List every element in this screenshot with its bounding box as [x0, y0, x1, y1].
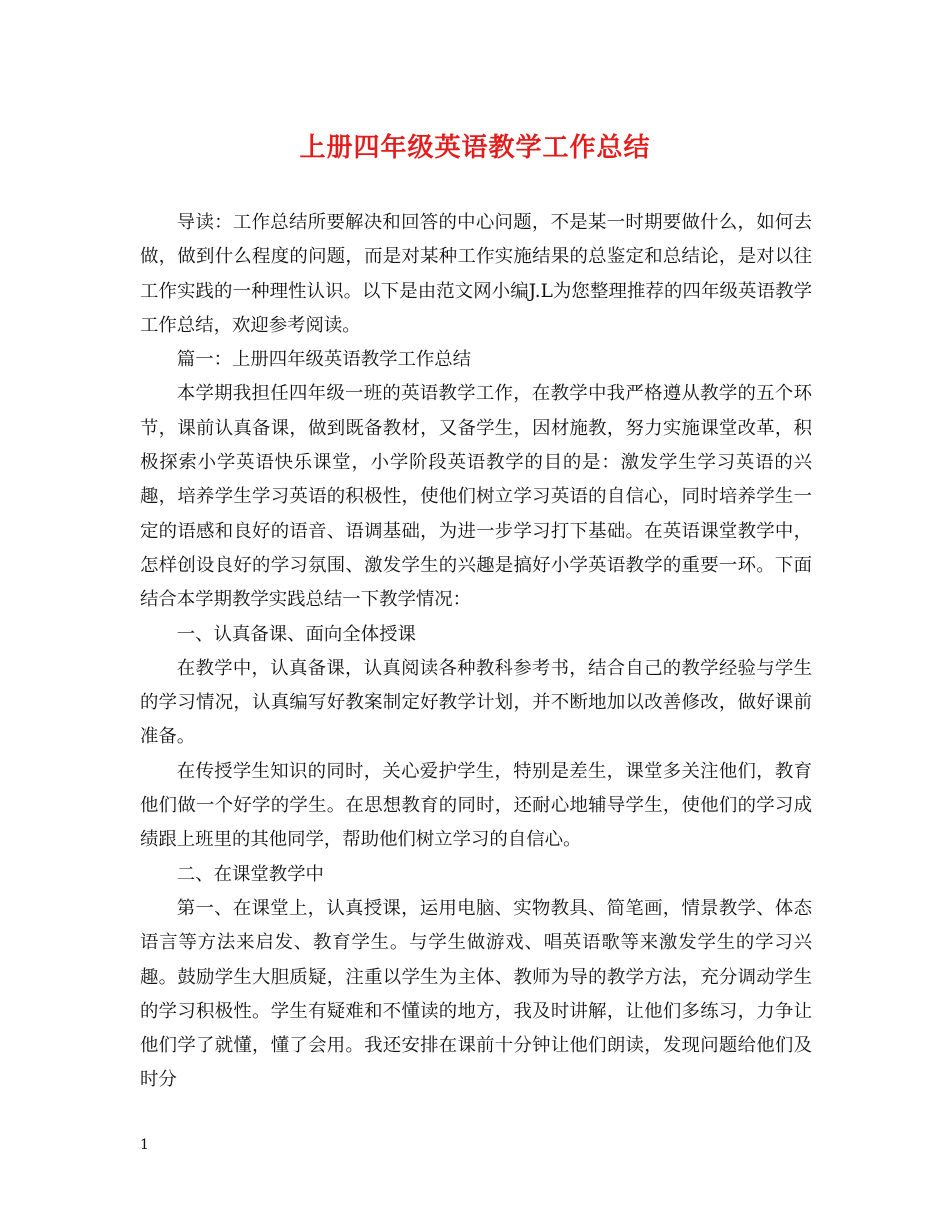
paragraph-overview: 本学期我担任四年级一班的英语教学工作，在教学中我严格遵从教学的五个环节，课前认真备课，做到既备教材，又备学生，因材施教，努力实施课堂改革，积极探索小学英语快乐课堂，小学阶段英语教学的目的是：激发学生学习英语的兴趣，培养学生学习英语的积极性，使他们树立学习英语的自信心，同时培养学生一定的语感和良好的语音、语调基础，为进一步学习打下基础。在英语课堂教学中，怎样创设良好的学习氛围、激发学生的兴趣是搞好小学英语教学的重要一环。下面结合本学期教学实践总结一下教学情况： [140, 383, 812, 611]
paragraph-part-heading: 篇一：上册四年级英语教学工作总结 [176, 349, 472, 371]
page-number: 1 [140, 1137, 149, 1153]
paragraph-classroom: 第一、在课堂上，认真授课，运用电脑、实物教具、简笔画，情景教学、体态语言等方法来启发、教育学生。与学生做游戏、唱英语歌等来激发学生的学习兴趣。鼓励学生大胆质疑，注重以学生为主体、教师为导的教学方法，充分调动学生的学习积极性。学生有疑难和不懂读的地方，我及时讲解，让他们多练习，力争让他们学了就懂，懂了会用。我还安排在课前十分钟让他们朗读，发现问题给他们及时分 [140, 897, 812, 1091]
section-heading-1: 一、认真备课、面向全体授课 [176, 623, 416, 645]
paragraph-intro: 导读：工作总结所要解决和回答的中心问题，不是某一时期要做什么，如何去做，做到什么程度的问题，而是对某种工作实施结果的总鉴定和总结论，是对以往工作实践的一种理性认识。以下是由范文网小编J.L为您整理推荐的四年级英语教学工作总结，欢迎参考阅读。 [140, 212, 812, 336]
paragraph-care: 在传授学生知识的同时，关心爱护学生，特别是差生，课堂多关注他们，教育他们做一个好学的学生。在思想教育的同时，还耐心地辅导学生，使他们的学习成绩跟上班里的其他同学，帮助他们树立学习的自信心。 [140, 760, 812, 851]
paragraph-preparation: 在教学中，认真备课，认真阅读各种教科参考书，结合自己的教学经验与学生的学习情况，认真编写好教案制定好教学计划，并不断地加以改善修改，做好课前准备。 [140, 657, 812, 748]
section-heading-2: 二、在课堂教学中 [176, 863, 324, 885]
document-title: 上册四年级英语教学工作总结 [299, 133, 651, 163]
document-body [140, 206, 812, 1098]
